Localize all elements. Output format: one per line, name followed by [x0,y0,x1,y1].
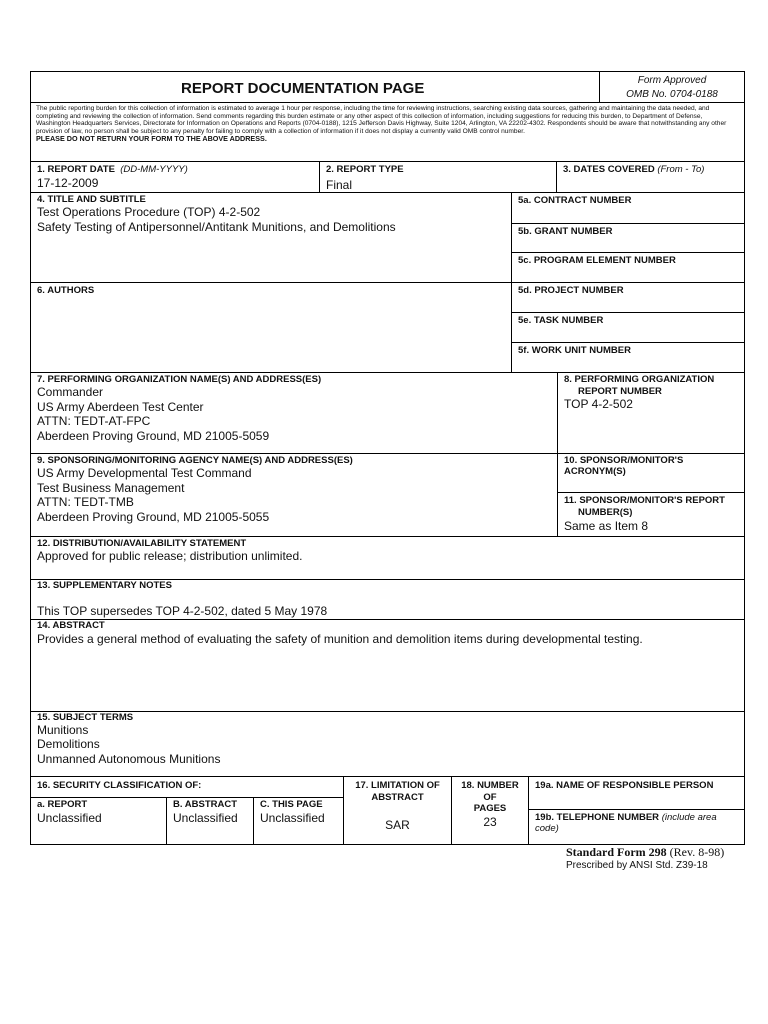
number-of-pages-value: 23 [483,815,497,829]
authors-field[interactable] [30,282,512,373]
report-date-value: 17-12-2009 [37,176,99,190]
supplementary-notes-value: This TOP supersedes TOP 4-2-502, dated 5 May 1978 [37,604,328,618]
performing-org-line: ATTN: TEDT-AT-FPC [37,414,151,428]
limitation-field[interactable] [343,776,452,845]
performing-report-number: TOP 4-2-502 [564,397,633,411]
abstract-field[interactable] [30,619,745,712]
burden-statement-cell [30,102,745,162]
distribution-value: Approved for public release; distribution unlimited. [37,549,303,563]
report-classification-field[interactable] [30,797,167,845]
security-classification-label: 16. SECURITY CLASSIFICATION OF: [37,780,202,791]
abstract-value: Provides a general method of evaluating the safety of munition and demolition items during developmental testing. [37,632,643,646]
supplementary-notes-label: 13. SUPPLEMENTARY NOTES [37,580,172,591]
responsible-person-field[interactable] [528,776,745,810]
sponsor-acronym-label-2: ACRONYM(S) [564,466,626,477]
subject-term: Demolitions [37,737,100,751]
abstract-classification-label: B. ABSTRACT [173,799,238,810]
telephone-field[interactable] [528,809,745,845]
contract-number-field[interactable] [511,192,745,224]
title-line-1: Test Operations Procedure (TOP) 4-2-502 [37,205,261,219]
performing-report-label-2: REPORT NUMBER [578,386,662,397]
subject-terms-label: 15. SUBJECT TERMS [37,712,134,723]
grant-number-field[interactable] [511,223,745,253]
burden-text: The public reporting burden for this collection of information is estimated to average 1 hour per response, including the time for reviewing instructions, searching existing data sources, gathering and maintaining the data needed, and completing and reviewing the collection of information. Send comments regarding this burden estimate or any other aspect of this collection of information, including suggestions for reducing this burden, to Department of Defense, Washington Headquarters Services, Directorate for Information on Operations and Reports (0704-0188), 1215 Jefferson Davis Highway, Suite 1204, Arlington, VA 22202-4302. Respondents should be aware that notwithstanding any other provision of law, no person shall be subject to any penalty for failing to comply with a collection of information if it does not display a currently valid OMB control number. [36,105,727,135]
dates-covered-label: 3. DATES COVERED [563,164,655,175]
sponsoring-agency-line: ATTN: TEDT-TMB [37,495,134,509]
distribution-field[interactable] [30,536,745,580]
sponsor-report-label-2: NUMBER(S) [578,507,633,518]
project-number-label: 5d. PROJECT NUMBER [518,285,624,296]
limitation-label: 17. LIMITATION OF [355,780,440,791]
prescribed-by: Prescribed by ANSI Std. Z39-18 [566,860,708,871]
number-of-pages-label-3: PAGES [473,803,507,814]
abstract-label: 14. ABSTRACT [37,620,105,631]
do-not-return-notice: PLEASE DO NOT RETURN YOUR FORM TO THE ABOVE ADDRESS. [36,134,267,144]
sponsoring-agency-line: Test Business Management [37,481,185,495]
sponsoring-agency-field[interactable] [30,453,558,537]
standard-form-number: Standard Form 298 [566,845,667,859]
standard-form-label [566,845,724,860]
subject-term: Unmanned Autonomous Munitions [37,752,221,766]
dates-covered-hint: (From - To) [657,164,705,175]
sponsor-acronym-field[interactable] [557,453,745,493]
report-documentation-form [30,71,745,845]
supplementary-notes-field[interactable] [30,579,745,620]
performing-org-label: 7. PERFORMING ORGANIZATION NAME(S) AND ADDRESS(ES) [37,374,322,385]
dates-covered-field[interactable] [556,161,745,193]
telephone-hint-1: (include area [661,812,717,823]
telephone-label: 19b. TELEPHONE NUMBER [535,812,660,823]
page-classification-value: Unclassified [260,811,325,825]
work-unit-label: 5f. WORK UNIT NUMBER [518,345,631,356]
title-subtitle-label: 4. TITLE AND SUBTITLE [37,194,146,205]
title-line-2: Safety Testing of Antipersonnel/Antitank Munitions, and Demolitions [37,220,396,234]
performing-org-field[interactable] [30,372,558,454]
number-of-pages-label: 18. NUMBER [461,780,519,791]
sponsoring-agency-line: Aberdeen Proving Ground, MD 21005-5055 [37,510,270,524]
performing-org-line: US Army Aberdeen Test Center [37,400,204,414]
program-element-field[interactable] [511,252,745,283]
burden-statement [36,105,738,144]
sponsor-report-number: Same as Item 8 [564,519,649,533]
limitation-value: SAR [385,818,410,832]
performing-org-line: Aberdeen Proving Ground, MD 21005-5059 [37,429,270,443]
security-classification-header [30,776,344,798]
title-subtitle-field[interactable] [30,192,512,283]
abstract-classification-field[interactable] [166,797,254,845]
performing-report-label: 8. PERFORMING ORGANIZATION [564,374,715,385]
report-type-label: 2. REPORT TYPE [326,164,404,175]
sponsoring-agency-line: US Army Developmental Test Command [37,466,252,480]
task-number-label: 5e. TASK NUMBER [518,315,604,326]
page-classification-field[interactable] [253,797,344,845]
subject-term: Munitions [37,723,89,737]
performing-report-field[interactable] [557,372,745,454]
report-classification-label: a. REPORT [37,799,88,810]
page-title: REPORT DOCUMENTATION PAGE [181,80,425,97]
contract-number-label: 5a. CONTRACT NUMBER [518,195,632,206]
omb-number: OMB No. 0704-0188 [626,89,718,100]
grant-number-label: 5b. GRANT NUMBER [518,226,613,237]
abstract-classification-value: Unclassified [173,811,238,825]
responsible-person-label: 19a. NAME OF RESPONSIBLE PERSON [535,780,714,791]
number-of-pages-label-2: OF [483,792,497,803]
standard-form-revision: (Rev. 8-98) [669,845,725,859]
distribution-label: 12. DISTRIBUTION/AVAILABILITY STATEMENT [37,538,247,549]
report-date-format: (DD-MM-YYYY) [120,164,188,175]
authors-label: 6. AUTHORS [37,285,95,296]
report-type-value: Final [326,178,353,192]
report-classification-value: Unclassified [37,811,102,825]
subject-terms-field[interactable] [30,711,745,777]
report-date-label: 1. REPORT DATE [37,164,115,175]
work-unit-field[interactable] [511,342,745,373]
task-number-field[interactable] [511,312,745,343]
performing-org-line: Commander [37,385,104,399]
report-date-field[interactable] [30,161,320,193]
sponsor-report-field[interactable] [557,492,745,537]
telephone-hint-2: code) [535,823,559,834]
number-of-pages-field[interactable] [451,776,529,845]
program-element-label: 5c. PROGRAM ELEMENT NUMBER [518,255,676,266]
limitation-label-2: ABSTRACT [371,792,424,803]
sponsoring-agency-label: 9. SPONSORING/MONITORING AGENCY NAME(S) AND ADDRESS(ES) [37,455,353,466]
sponsor-acronym-label: 10. SPONSOR/MONITOR'S [564,455,684,466]
form-approved-text: Form Approved [637,75,707,86]
project-number-field[interactable] [511,282,745,313]
report-type-field[interactable] [319,161,557,193]
page-classification-label: C. THIS PAGE [260,799,323,810]
form-title-cell [30,71,600,103]
sponsor-report-label: 11. SPONSOR/MONITOR'S REPORT [564,495,725,506]
form-approved-cell [599,71,745,103]
